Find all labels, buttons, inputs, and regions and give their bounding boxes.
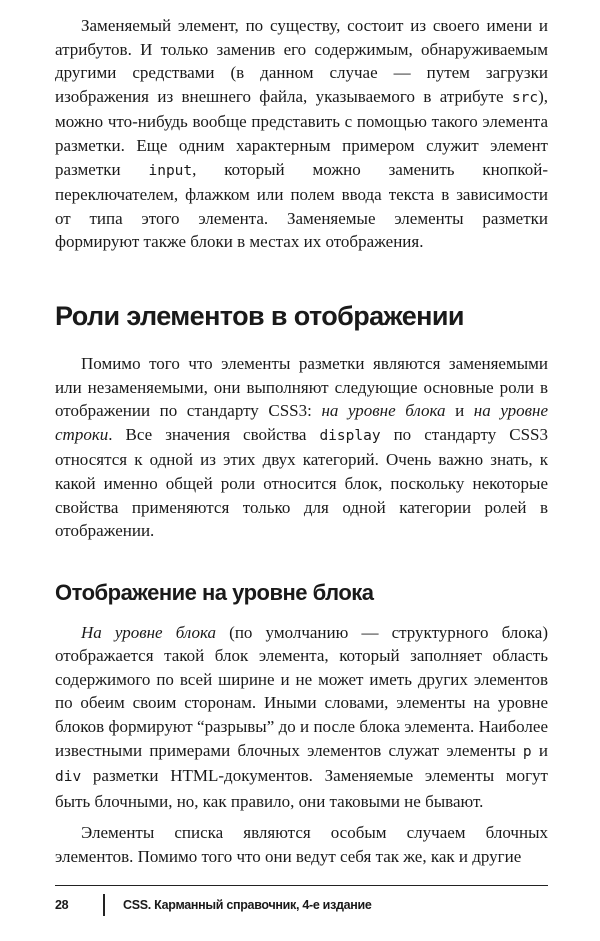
code-display: display bbox=[319, 427, 381, 444]
code-div: div bbox=[55, 769, 82, 786]
code-p: p bbox=[522, 743, 532, 760]
term-block-level: на уровне блока bbox=[321, 401, 446, 421]
subsection-paragraph: На уровне блока (по умолчанию — структурного блока) отображается такой блок элемента, который заполняет область содержимого по всей ширине и не может иметь других элементов по обеим своим сторонам. Иными словами, элементы на уровне блоков формируют “разрывы” до и после блока элемента. Наиболее известными примерами блочных элементов служат элементы p и div разметки HTML-документов. Заменяемые элементы могут быть блочными, но, как правило, они таковыми не бывают. bbox=[55, 622, 549, 811]
code-src: src bbox=[511, 89, 539, 106]
section-paragraph: Помимо того что элементы разметки являются заменяемыми или незаменяемыми, они выполняют следующие основные роли в отображении по стандарту CSS3: на уровне блока и на уровне строки. Все значения свойства display по стандарту CSS3 относятся к одной из этих двух категорий. Очень важно знать, к какой именно общей роли относится блок, поскольку некоторые свойства применяются только для одной категории ролей в отображении. bbox=[55, 353, 548, 541]
section-heading: Роли элементов в отображении bbox=[55, 300, 464, 331]
page-footer bbox=[55, 893, 548, 917]
intro-paragraph: Заменяемый элемент, по существу, состоит из своего имени и атрибутов. И только заменив его содержимым, обнаруживаемым другими средствами (в данном случае — путем загрузки изображения из внешнего файла, указываемого в атрибуте src), можно что-нибудь вообще представить с помощью такого элемента разметки. Еще одним характерным примером служит элемент разметки input, который можно заменить кнопкой-переключателем, флажком или полем ввода текста в зависимости от типа этого элемента. Заменяемые элементы разметки формируют также блоки в местах их отображения. bbox=[55, 16, 549, 252]
term-inline-level: на уровне строки bbox=[55, 401, 548, 444]
footer-divider bbox=[55, 885, 548, 886]
subsection-heading: Отображение на уровне блока bbox=[55, 579, 374, 605]
term-block-level-2: На уровне блока bbox=[81, 622, 217, 642]
list-items-paragraph: Элементы списка являются особым случаем блочных элементов. Помимо того что они ведут себя так же, как и другие bbox=[55, 823, 548, 867]
book-title: CSS. Карманный справочник, 4-е издание bbox=[123, 898, 372, 912]
code-input: input bbox=[148, 162, 193, 179]
page-number: 28 bbox=[55, 898, 69, 912]
footer-separator bbox=[103, 894, 105, 916]
page-body bbox=[55, 14, 548, 869]
